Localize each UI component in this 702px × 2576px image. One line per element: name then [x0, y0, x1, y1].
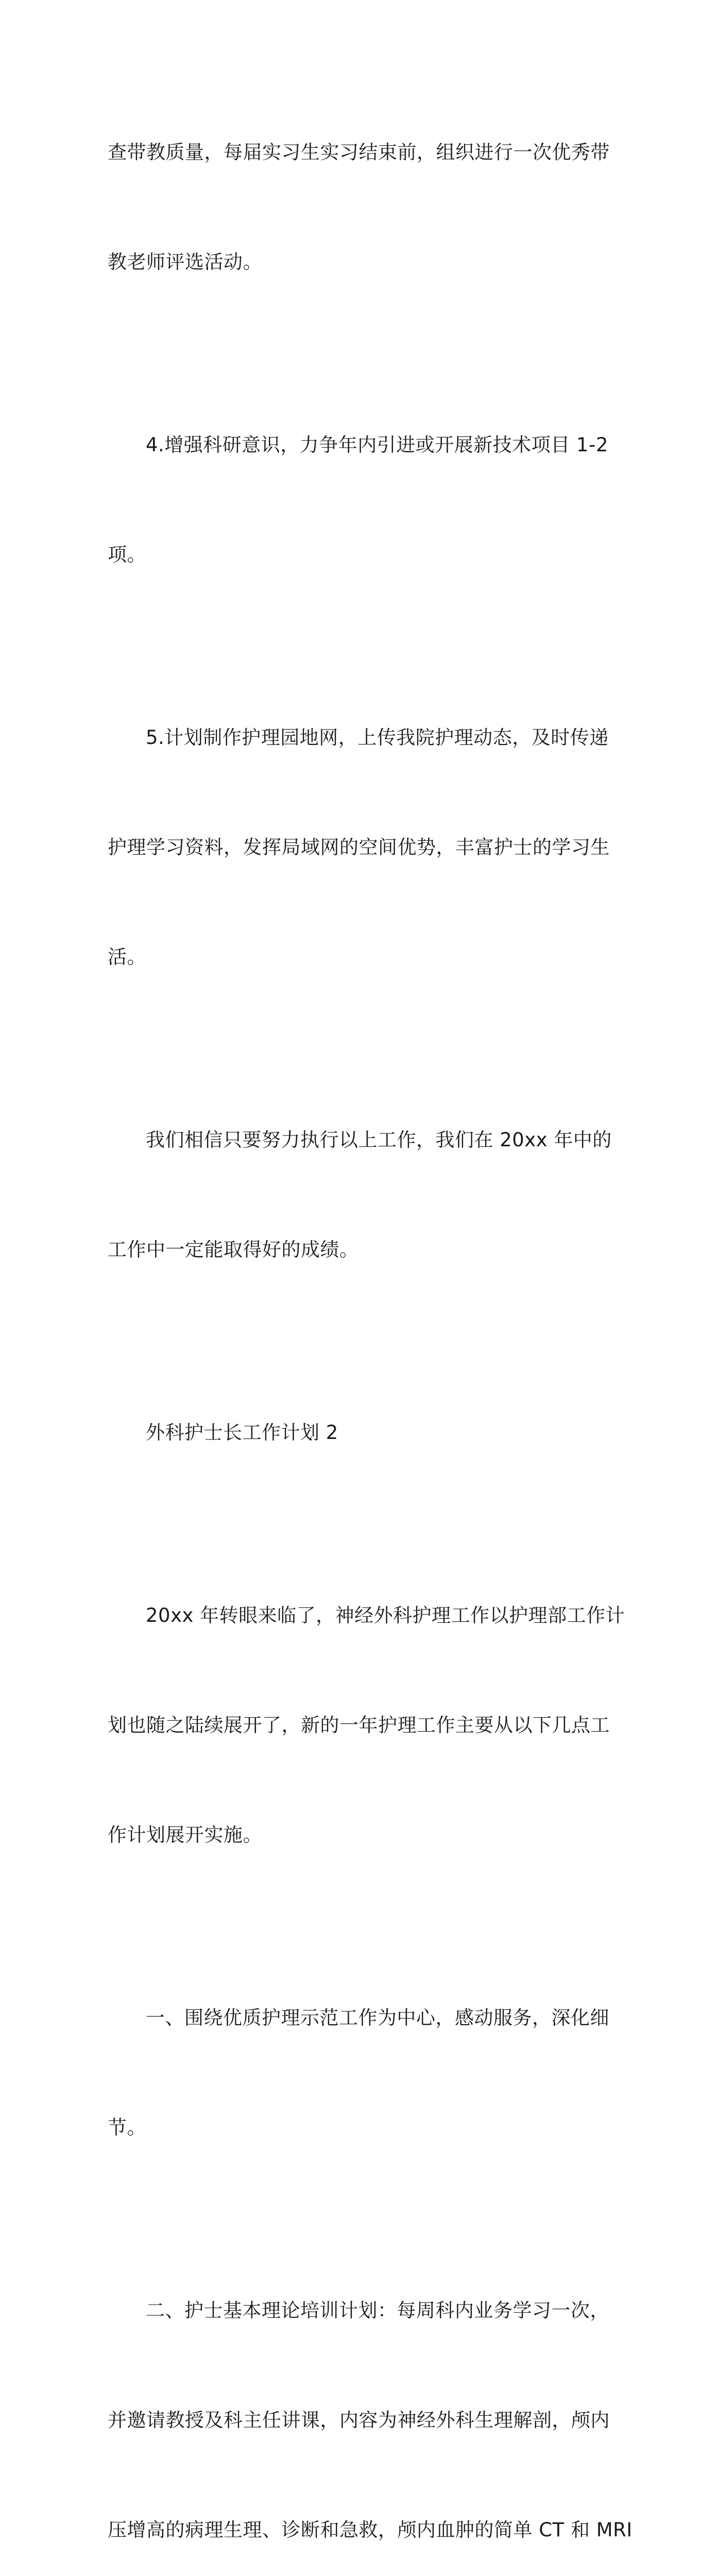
heading-line: 外科护士长工作计划 2 — [146, 1421, 338, 1444]
text-line: 护理学习资料，发挥局域网的空间优势，丰富护士的学习生 — [108, 836, 610, 858]
section-heading — [108, 1341, 607, 1524]
document-body — [108, 61, 632, 2576]
text-line: 20xx 年转眼来临了，神经外科护理工作以护理部工作计 — [146, 1604, 625, 1626]
text-line: 压增高的病理生理、诊断和急救，颅内血肿的简单 CT 和 MRI — [108, 2519, 632, 2541]
paragraph-mentor-evaluation — [108, 61, 610, 353]
text-line: 教老师评选活动。 — [108, 251, 262, 273]
text-line: 一、围绕优质护理示范工作为中心，感动服务，深化细 — [146, 2007, 609, 2029]
text-line: 4.增强科研意识，力争年内引进或开展新技术项目 1-2 — [146, 434, 608, 456]
text-line: 二、护士基本理论培训计划：每周科内业务学习一次， — [146, 2299, 609, 2321]
text-line: 作计划展开实施。 — [108, 1824, 262, 1846]
text-line: 并邀请教授及科主任讲课，内容为神经外科生理解剖，颅内 — [108, 2409, 610, 2431]
paragraph-point-1 — [108, 1926, 607, 2219]
text-line: 我们相信只要努力执行以上工作，我们在 20xx 年中的 — [146, 1129, 612, 1151]
paragraph-item-4 — [108, 353, 607, 646]
text-line: 项。 — [108, 544, 146, 566]
text-line: 5.计划制作护理园地网，上传我院护理动态，及时传递 — [146, 726, 609, 749]
text-line: 划也随之陆续展开了，新的一年护理工作主要从以下几点工 — [108, 1714, 610, 1736]
paragraph-conclusion — [108, 1048, 612, 1341]
paragraph-point-2 — [108, 2219, 632, 2576]
paragraph-intro — [108, 1524, 625, 1926]
text-line: 活。 — [108, 946, 146, 968]
text-line: 查带教质量，每届实习生实习结束前，组织进行一次优秀带 — [108, 141, 610, 163]
text-line: 工作中一定能取得好的成绩。 — [108, 1239, 359, 1261]
paragraph-item-5 — [108, 646, 610, 1048]
text-line: 节。 — [108, 2116, 146, 2139]
